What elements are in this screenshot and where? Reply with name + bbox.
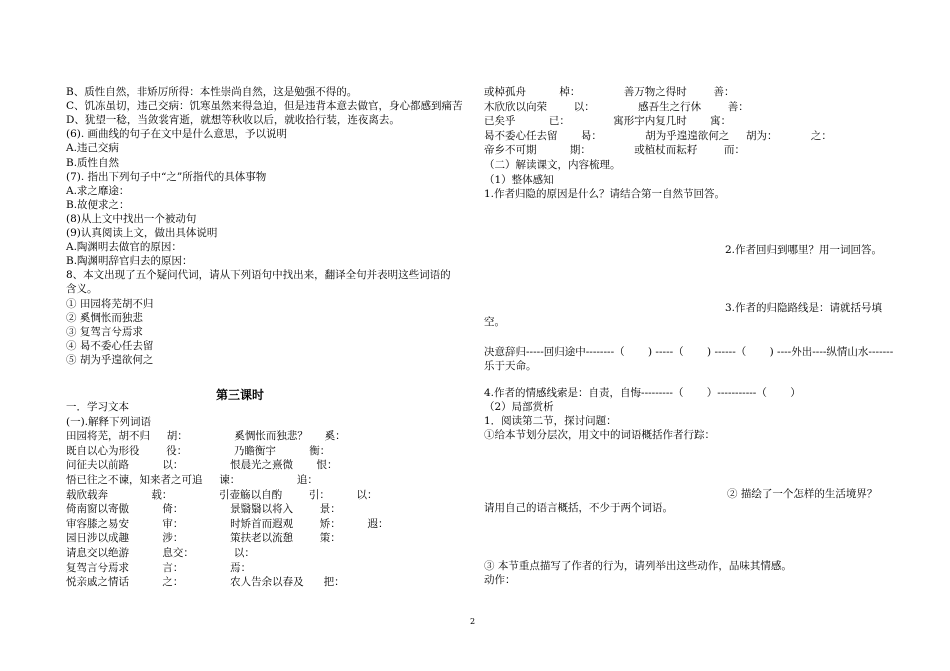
question-3: 3.作者的归隐路线是：请就括号填: [725, 302, 883, 314]
page-number: 2: [470, 617, 476, 626]
right-line: 或棹孤舟 棹： 善万物之得时 善：: [484, 86, 735, 98]
left-line: (7). 指出下列句子中“之”所指代的具体事物: [66, 170, 267, 183]
sub-question-3: ③ 本节重点描写了作者的行为，请列举出这些动作，品味其情感。: [484, 560, 792, 572]
sub-question-2: ② 描绘了一个怎样的生活境界？: [727, 488, 878, 500]
right-line: 帝乡不可期 期： 或植杖而耘耔 而：: [484, 144, 745, 157]
sub-question-2-cont: 请用自己的语言概括，不少于两个词语。: [484, 502, 673, 514]
right-line: 曷不委心任去留 曷： 胡为乎遑遑欲何之 胡为： 之：: [484, 129, 832, 142]
left-line: A.求之靡途：: [66, 184, 130, 197]
right-line: （二）解读课文，内容梳理。: [484, 159, 621, 171]
vocab-line: 问征夫以前路 以： 恨晨光之熹微 恨：: [66, 459, 338, 472]
sub-question-1: ①给本节划分层次，用文中的词语概括作者行踪：: [484, 429, 715, 441]
vocab-line: 田园将芜，胡不归 胡： 奚惆怅而独悲？ 奚：: [66, 430, 346, 443]
question-2: 2.作者回归到哪里？用一词回答。: [725, 244, 883, 256]
vocab-line: 悦亲戚之情话 之： 农人告余以春及 把：: [66, 576, 345, 589]
section-part2: （2）局部赏析: [484, 401, 554, 413]
left-line: B.故便求之：: [66, 198, 130, 211]
right-line: 已矣乎 已： 寓形宇内复几时 寓：: [484, 115, 732, 128]
vocab-line: (一).解释下列词语: [66, 415, 152, 428]
vocab-line: 复驾言兮焉求 言： 焉：: [66, 561, 252, 574]
left-line: (6). 画曲线的句子在文中是什么意思，予以说明: [66, 128, 288, 141]
left-line: A.违己交病: [66, 142, 119, 155]
left-line: 含义。: [66, 283, 98, 296]
left-line: B.质性自然: [66, 156, 120, 169]
vocab-line: 园日涉以成趣 涉： 策扶老以流憩 策：: [66, 532, 341, 545]
left-line: D、犹望一稔，当敛裳宵逝，就想等秋收以后，就收拾行装，连夜离去。: [66, 114, 400, 127]
left-line: ⑤ 胡为乎遑欲何之: [66, 353, 154, 366]
right-line: （1）整体感知: [484, 173, 554, 186]
left-line: ④ 曷不委心任去留: [66, 339, 154, 352]
left-line: (9)认真阅读上文，做出具体说明: [66, 227, 218, 239]
vocab-line: 审容膝之易安 审： 时矫首而遐观 矫： 遐：: [66, 517, 389, 530]
vocab-line: 载欣载奔 载： 引壶觞以自酌 引： 以：: [66, 488, 378, 501]
left-line: ③ 复驾言兮焉求: [66, 325, 143, 338]
sub-question-3-cont: 动作：: [484, 574, 516, 586]
left-line: 8、本文出现了五个疑问代词，请从下列语句中找出来，翻译全句并表明这些词语的: [66, 269, 451, 282]
left-line: B.陶渊明辞官归去的原因：: [66, 255, 193, 268]
left-line: ② 奚惆怅而独悲: [66, 311, 143, 324]
left-line: B、质性自然，非矫厉所得：本性崇尚自然，这是勉强不得的。: [66, 86, 358, 98]
vocab-line: 请息交以绝游 息交： 以：: [66, 547, 255, 559]
read-instruction: 1．阅读第二节，探讨问题：: [484, 415, 617, 427]
vocab-line: 倚南窗以寄傲 倚： 景翳翳以将入 景：: [66, 503, 341, 516]
question-3-cont: 空。: [484, 316, 505, 328]
left-line: C、饥冻虽切，违己交病：饥寒虽然来得急迫，但是违背本意去做官，身心都感到痛苦: [66, 100, 463, 113]
route-line: 决意辞归-----回归途中--------（ ) -----（ ) ------（ ) ----外出----纵情山水-------: [484, 346, 894, 358]
vocab-line: 一．学习文本: [66, 401, 129, 413]
vocab-line: 悟已往之不谏，知来者之可追 谏： 追：: [66, 474, 318, 486]
vocab-line: 既自以心为形役 役： 乃瞻衡宇 衡：: [66, 444, 331, 457]
lesson-title: 第三课时: [216, 388, 265, 402]
right-line: 木欣欣以向荣 以： 感吾生之行休 善：: [484, 100, 749, 113]
route-line-cont: 乐于天命。: [484, 360, 537, 372]
left-line: (8)从上文中找出一个被动句: [66, 212, 197, 225]
right-line: 1.作者归隐的原因是什么？请结合第一自然节回答。: [484, 188, 726, 201]
question-4: 4.作者的情感线索是：自责，自悔---------（ ）-----------（ ）: [484, 387, 801, 399]
left-line: ① 田园将芜胡不归: [66, 297, 154, 310]
left-line: A.陶渊明去做官的原因：: [66, 241, 182, 254]
